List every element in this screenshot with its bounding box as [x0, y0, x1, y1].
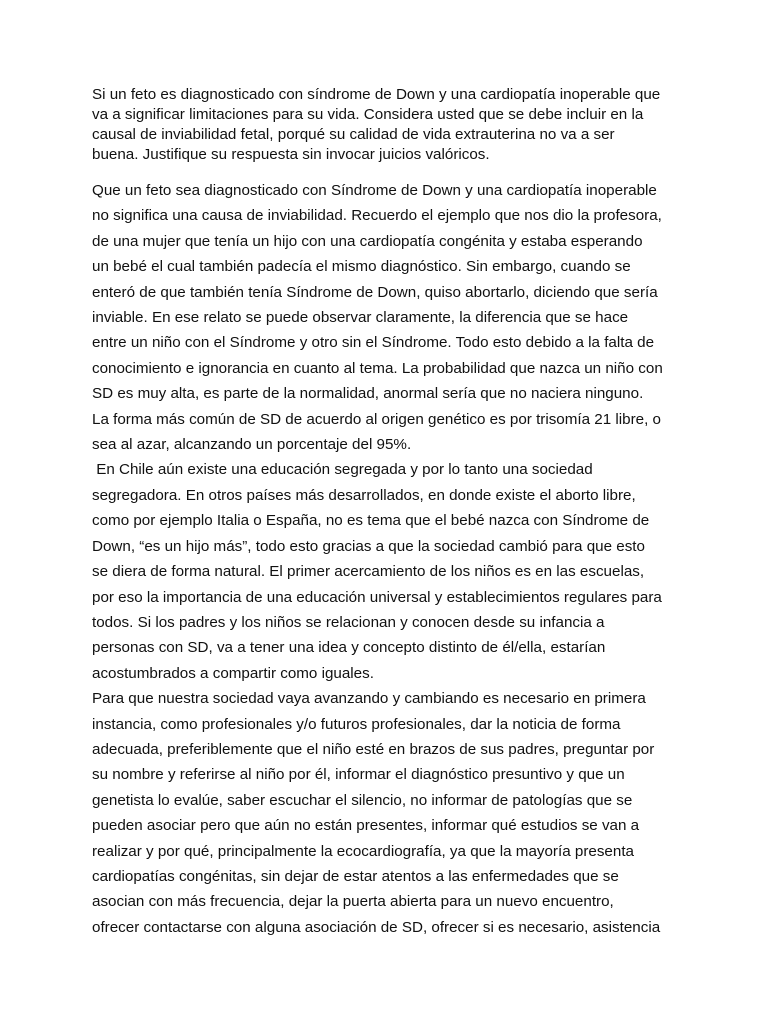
answer-line: Que un feto sea diagnosticado con Síndrome de Down y una cardiopatía inoperable	[92, 182, 657, 199]
answer-line: SD es muy alta, es parte de la normalidad, anormal sería que no naciera ninguno.	[92, 385, 644, 403]
answer-line: Para que nuestra sociedad vaya avanzando y cambiando es necesario en primera	[92, 690, 646, 708]
answer-line: su nombre y referirse al niño por él, informar el diagnóstico presuntivo y que un	[92, 766, 625, 784]
answer-line: pueden asociar pero que aún no están presentes, informar qué estudios se van a	[92, 817, 640, 835]
answer-line: sea al azar, alcanzando un porcentaje del 95%.	[92, 436, 412, 454]
answer-line: enteró de que también tenía Síndrome de Down, quiso abortarlo, diciendo que sería	[92, 283, 658, 301]
answer-line: de una mujer que tenía un hijo con una cardiopatía congénita y estaba esperando	[92, 232, 643, 250]
answer-line: acostumbrados a compartir como iguales.	[92, 664, 374, 682]
answer-line: todos. Si los padres y los niños se relacionan y conocen desde su infancia a	[92, 613, 605, 631]
answer-line: Down, “es un hijo más”, todo esto gracias a que la sociedad cambió para que esto	[92, 537, 645, 555]
answer-line: entre un niño con el Síndrome y otro sin el Síndrome. Todo esto debido a la falta de	[92, 334, 655, 352]
answer-line: adecuada, preferiblemente que el niño esté en brazos de sus padres, preguntar por	[92, 740, 655, 758]
answer-line: realizar y por qué, principalmente la ecocardiografía, ya que la mayoría presenta	[92, 842, 634, 860]
answer-line: conocimiento e ignorancia en cuanto al tema. La probabilidad que nazca un niño con	[92, 359, 663, 377]
answer-line: un bebé el cual también padecía el mismo diagnóstico. Sin embargo, cuando se	[92, 258, 631, 276]
answer-line: asocian con más frecuencia, dejar la puerta abierta para un nuevo encuentro,	[92, 893, 614, 911]
question-paragraph	[92, 85, 692, 165]
answer-line: personas con SD, va a tener una idea y concepto distinto de él/ella, estarían	[92, 639, 606, 657]
answer-line: por eso la importancia de una educación universal y establecimientos regulares para	[92, 588, 662, 606]
answer-line: se diera de forma natural. El primer acercamiento de los niños es en las escuelas,	[92, 563, 645, 581]
answer-line: no significa una causa de inviabilidad. Recuerdo el ejemplo que nos dio la profesora,	[92, 207, 662, 225]
answer-line: ofrecer contactarse con alguna asociación de SD, ofrecer si es necesario, asistencia	[92, 918, 661, 936]
answer-line: como por ejemplo Italia o España, no es tema que el bebé nazca con Síndrome de	[92, 512, 650, 530]
answer-line: La forma más común de SD de acuerdo al origen genético es por trisomía 21 libre, o	[92, 410, 661, 428]
answer-line: inviable. En ese relato se puede observar claramente, la diferencia que se hace	[92, 309, 629, 327]
answer-line: cardiopatías congénitas, sin dejar de estar atentos a las enfermedades que se	[92, 867, 619, 885]
question-line: buena. Justifique su respuesta sin invocar juicios valóricos.	[92, 146, 490, 163]
answer-text	[92, 178, 692, 940]
answer-line: En Chile aún existe una educación segregada y por lo tanto una sociedad	[92, 461, 593, 479]
question-line: causal de inviabilidad fetal, porqué su calidad de vida extrauterina no va a ser	[92, 126, 615, 143]
question-line: Si un feto es diagnosticado con síndrome de Down y una cardiopatía inoperable que	[92, 86, 661, 103]
answer-line: genetista lo evalúe, saber escuchar el silencio, no informar de patologías que se	[92, 791, 633, 809]
question-line: va a significar limitaciones para su vida. Considera usted que se debe incluir en la	[92, 106, 644, 123]
answer-line: instancia, como profesionales y/o futuros profesionales, dar la noticia de forma	[92, 715, 621, 733]
answer-line: segregadora. En otros países más desarrollados, en donde existe el aborto libre,	[92, 486, 636, 504]
